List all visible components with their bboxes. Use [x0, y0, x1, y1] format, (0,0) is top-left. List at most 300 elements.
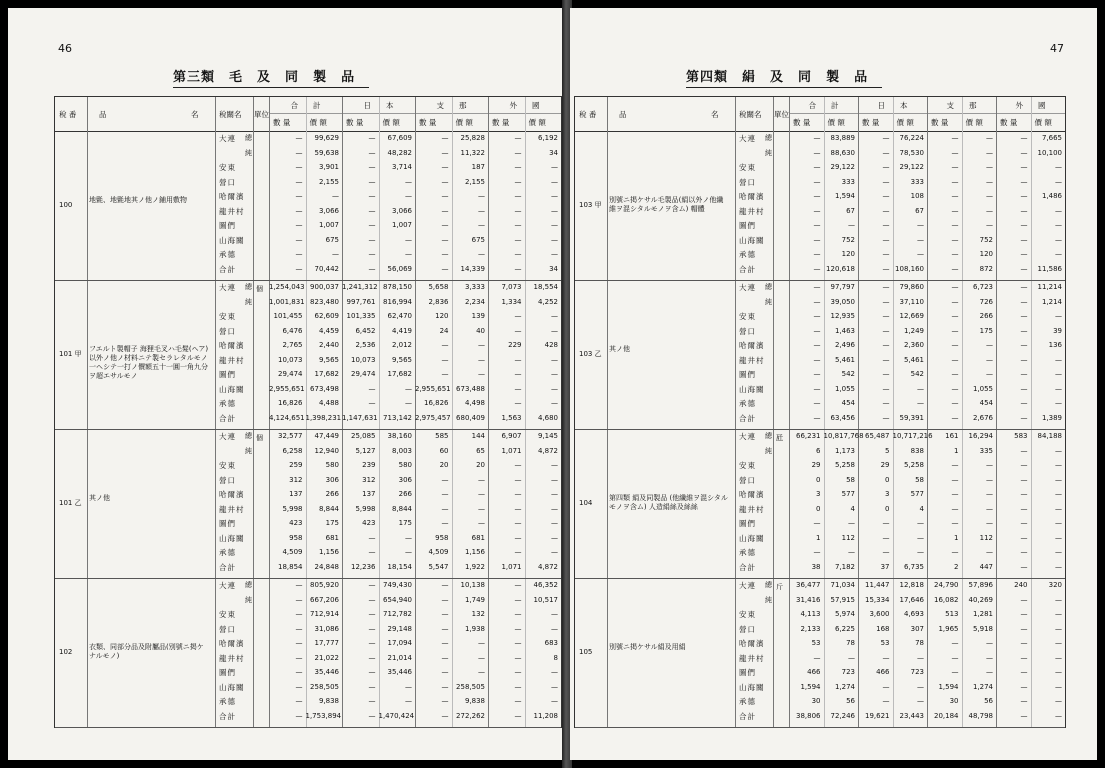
quantity-cell: 6,476 — [282, 326, 303, 335]
quantity-cell: — — [951, 461, 959, 469]
value-cell: 272,262 — [456, 711, 485, 720]
customs-office: 安東 — [739, 461, 756, 470]
item-unit: 個 — [256, 434, 263, 442]
item-code: 101 甲 — [59, 349, 82, 358]
quantity-cell: 6 — [816, 446, 821, 455]
quantity-cell: 31,416 — [796, 595, 821, 604]
customs-office: 哈爾濱 — [219, 490, 245, 499]
quantity-cell: — — [514, 653, 522, 662]
value-cell: 2,234 — [464, 297, 485, 306]
value-cell: 57,915 — [830, 595, 855, 604]
value-cell: 2,155 — [318, 177, 339, 186]
quantity-cell: — — [441, 682, 449, 691]
value-cell: — — [551, 548, 558, 556]
quantity-cell: — — [1020, 504, 1028, 513]
value-cell: 56 — [984, 697, 993, 705]
quantity-cell: 2,975,457 — [415, 413, 451, 422]
quantity-cell: 6,452 — [355, 326, 376, 335]
quantity-cell: — — [813, 264, 821, 273]
value-cell: — — [986, 653, 993, 662]
quantity-cell: — — [951, 548, 959, 556]
value-cell: 10,138 — [460, 581, 485, 589]
item-name: 其ノ他 — [89, 493, 110, 502]
quantity-cell: — — [441, 624, 449, 633]
value-cell: — — [1055, 461, 1062, 469]
quantity-cell: — — [813, 384, 821, 393]
quantity-cell: — — [514, 399, 522, 407]
value-cell: 76,224 — [899, 134, 924, 142]
left-page — [8, 8, 564, 760]
value-cell: 120 — [979, 250, 993, 258]
value-cell: 4,459 — [318, 326, 339, 335]
value-cell: 72,246 — [830, 711, 855, 720]
quantity-cell: — — [368, 595, 376, 604]
value-cell: 320 — [1048, 581, 1062, 589]
value-cell: 71,034 — [830, 581, 855, 589]
value-cell: 1,274 — [834, 682, 855, 691]
item-block — [575, 429, 1065, 579]
quantity-cell: — — [882, 264, 890, 273]
quantity-cell: — — [368, 653, 376, 662]
quantity-cell: — — [1020, 235, 1028, 244]
header-val: 價 額 — [382, 118, 400, 127]
value-cell: 335 — [979, 446, 993, 455]
customs-office: 圖們 — [739, 668, 756, 677]
value-cell: — — [405, 177, 412, 186]
value-cell: — — [848, 653, 855, 662]
value-cell: — — [551, 163, 558, 171]
value-cell: 47,449 — [314, 432, 339, 440]
quantity-cell: 958 — [435, 533, 449, 542]
quantity-cell: 5,998 — [355, 504, 376, 513]
quantity-cell: 24,790 — [934, 581, 959, 589]
value-cell: — — [917, 235, 924, 244]
page-number: 47 — [1050, 42, 1064, 55]
quantity-cell: — — [813, 399, 821, 407]
quantity-cell: — — [514, 250, 522, 258]
value-cell: 266 — [979, 312, 993, 320]
quantity-cell: — — [1020, 548, 1028, 556]
value-cell: 723 — [841, 668, 855, 676]
value-cell: 83,889 — [830, 134, 855, 142]
customs-office: 安東 — [219, 312, 236, 321]
value-cell: 306 — [325, 475, 339, 484]
quantity-cell: 466 — [876, 668, 890, 676]
page-number: 46 — [58, 42, 72, 55]
quantity-cell: — — [441, 177, 449, 186]
customs-office: 哈爾濱 — [739, 639, 765, 648]
quantity-cell: — — [295, 264, 303, 273]
value-cell: 4,252 — [537, 297, 558, 306]
quantity-cell: 36,477 — [796, 581, 821, 589]
value-cell: 683 — [544, 639, 558, 647]
quantity-cell: — — [1020, 624, 1028, 633]
value-cell: — — [986, 192, 993, 200]
quantity-cell: — — [295, 624, 303, 633]
value-cell: — — [551, 312, 558, 320]
customs-office: 大連 — [739, 134, 756, 143]
quantity-cell: — — [441, 264, 449, 273]
value-cell: — — [1055, 595, 1062, 604]
quantity-cell: 1,563 — [501, 413, 522, 422]
sub-label: 純 — [765, 148, 772, 157]
value-cell: — — [917, 519, 924, 527]
header-item: 品 — [99, 110, 107, 119]
quantity-cell: 4,509 — [428, 548, 449, 556]
quantity-cell: — — [295, 639, 303, 647]
quantity-cell: — — [441, 653, 449, 662]
quantity-cell: — — [514, 221, 522, 229]
value-cell: — — [551, 355, 558, 364]
customs-office: 哈爾濱 — [739, 490, 765, 499]
quantity-cell: 18,854 — [278, 562, 303, 571]
sub-label: 總 — [245, 581, 252, 589]
value-cell: 29,122 — [899, 163, 924, 171]
customs-office: 龍井村 — [219, 653, 245, 663]
quantity-cell: — — [368, 668, 376, 676]
value-cell: 266 — [398, 490, 412, 498]
customs-office: 營口 — [219, 177, 236, 187]
customs-office: 圖們 — [219, 221, 236, 230]
quantity-cell: — — [368, 581, 376, 589]
title-part: 同 — [798, 70, 813, 85]
quantity-cell: — — [441, 221, 449, 229]
customs-office: 大連 — [739, 432, 756, 441]
quantity-cell: 1 — [954, 533, 959, 542]
value-cell: — — [1055, 475, 1062, 484]
quantity-cell: — — [368, 624, 376, 633]
quantity-cell: — — [1020, 461, 1028, 469]
title-part: 製 — [826, 70, 841, 85]
customs-office: 合計 — [739, 264, 756, 274]
value-cell: 1,463 — [834, 326, 855, 335]
value-cell: 1,055 — [834, 384, 855, 393]
header-group: 支 那 — [436, 101, 467, 110]
customs-office: 合計 — [219, 413, 236, 423]
quantity-cell: — — [441, 504, 449, 513]
customs-office: 安東 — [219, 163, 236, 172]
value-cell: 21,022 — [314, 653, 339, 662]
header-val: 價 額 — [528, 118, 546, 127]
value-cell: — — [917, 682, 924, 691]
customs-office: 承德 — [739, 399, 756, 408]
quantity-cell: 15,334 — [865, 595, 890, 604]
quantity-cell: 2,836 — [428, 297, 449, 306]
title-part: 第四類 — [686, 70, 729, 85]
customs-office: 哈爾濱 — [739, 192, 765, 201]
header-group: 支 那 — [946, 101, 977, 110]
customs-office: 承德 — [739, 250, 756, 259]
quantity-cell: — — [295, 148, 303, 157]
quantity-cell: 29 — [811, 461, 821, 469]
value-cell: 78,530 — [899, 148, 924, 157]
header-group: 合 計 — [808, 101, 839, 110]
quantity-cell: 53 — [880, 639, 890, 647]
value-cell: 24,848 — [314, 562, 339, 571]
quantity-cell: — — [813, 341, 821, 349]
value-cell: — — [551, 519, 558, 527]
quantity-cell: 66,231 — [796, 432, 821, 440]
value-cell: 681 — [471, 533, 485, 542]
quantity-cell: — — [951, 399, 959, 407]
quantity-cell: 19,621 — [865, 711, 890, 720]
value-cell: — — [405, 192, 412, 200]
value-cell: 16,294 — [968, 432, 993, 440]
value-cell: 872 — [979, 264, 993, 273]
value-cell: 1,470,424 — [378, 711, 415, 720]
value-cell: 18,554 — [533, 283, 558, 291]
quantity-cell: — — [1020, 399, 1028, 407]
value-cell: 37,110 — [899, 297, 924, 306]
value-cell: — — [986, 370, 993, 378]
value-cell: 749,430 — [383, 581, 412, 589]
value-cell: 542 — [910, 370, 924, 378]
value-cell: — — [986, 341, 993, 349]
quantity-cell: — — [514, 355, 522, 364]
customs-office: 安東 — [219, 610, 236, 619]
quantity-cell: — — [951, 163, 959, 171]
quantity-cell: — — [882, 192, 890, 200]
quantity-cell: 2,133 — [800, 624, 821, 633]
quantity-cell: — — [514, 326, 522, 335]
value-cell: 4,498 — [464, 399, 485, 407]
value-cell: 108,160 — [895, 264, 924, 273]
value-cell: — — [478, 341, 485, 349]
quantity-cell: — — [882, 384, 890, 393]
quantity-cell: — — [295, 192, 303, 200]
quantity-cell: 466 — [807, 668, 821, 676]
item-block — [575, 578, 1065, 728]
value-cell: — — [1055, 163, 1062, 171]
quantity-cell: — — [368, 221, 376, 229]
value-cell: 1,749 — [464, 595, 485, 604]
value-cell: 5,974 — [834, 610, 855, 618]
quantity-cell: — — [441, 610, 449, 618]
value-cell: 654,940 — [383, 595, 412, 604]
value-cell: — — [551, 235, 558, 244]
quantity-cell: — — [951, 504, 959, 513]
quantity-cell: — — [1020, 519, 1028, 527]
quantity-cell: 229 — [508, 341, 522, 349]
quantity-cell: — — [368, 177, 376, 186]
value-cell: — — [848, 548, 855, 556]
quantity-cell: — — [813, 148, 821, 157]
value-cell: — — [405, 384, 412, 393]
sub-label: 純 — [245, 446, 252, 455]
value-cell: 1,281 — [972, 610, 993, 618]
quantity-cell: — — [882, 548, 890, 556]
header-val: 價 額 — [455, 118, 473, 127]
value-cell: — — [917, 653, 924, 662]
customs-office: 合計 — [739, 413, 756, 423]
quantity-cell: — — [1020, 413, 1028, 422]
value-cell: 1,249 — [903, 326, 924, 335]
quantity-cell: 1,147,631 — [342, 413, 378, 422]
header-tax-no: 稅 番 — [59, 110, 77, 119]
quantity-cell: 29 — [880, 461, 890, 469]
value-cell: 88,630 — [830, 148, 855, 157]
value-cell: 673,488 — [456, 384, 485, 393]
item-block — [575, 280, 1065, 430]
sub-label: 總 — [245, 134, 252, 142]
value-cell: 48,798 — [968, 711, 993, 720]
header-val: 價 額 — [965, 118, 983, 127]
header-item-name: 名 — [711, 110, 719, 119]
quantity-cell: 168 — [876, 624, 890, 633]
quantity-cell: — — [295, 668, 303, 676]
value-cell: 18,154 — [387, 562, 412, 571]
value-cell: — — [917, 250, 924, 258]
value-cell: — — [551, 682, 558, 691]
value-cell: — — [405, 533, 412, 542]
value-cell: 6,225 — [834, 624, 855, 633]
value-cell: 1,156 — [464, 548, 485, 556]
page-title — [686, 66, 882, 88]
value-cell: 9,565 — [391, 355, 412, 364]
quantity-cell: — — [882, 206, 890, 215]
value-cell: 5,461 — [834, 355, 855, 364]
quantity-cell: — — [441, 235, 449, 244]
value-cell: — — [478, 206, 485, 215]
customs-office: 營口 — [219, 475, 236, 485]
value-cell: — — [332, 250, 339, 258]
customs-office: 山海關 — [739, 384, 765, 394]
value-cell: 454 — [979, 399, 993, 407]
customs-office: 哈爾濱 — [739, 341, 765, 350]
quantity-cell: — — [882, 341, 890, 349]
table-header — [575, 97, 1065, 132]
value-cell: 12,818 — [899, 581, 924, 589]
quantity-cell: — — [1020, 312, 1028, 320]
customs-office: 合計 — [219, 264, 236, 274]
item-block — [55, 131, 561, 281]
quantity-cell: — — [1020, 148, 1028, 157]
value-cell: 62,609 — [314, 312, 339, 320]
quantity-cell: — — [1020, 697, 1028, 705]
quantity-cell: — — [951, 283, 959, 291]
value-cell: 7,665 — [1041, 134, 1062, 142]
value-cell: 752 — [841, 235, 855, 244]
value-cell: — — [551, 504, 558, 513]
quantity-cell: — — [368, 682, 376, 691]
value-cell: 726 — [979, 297, 993, 306]
value-cell: 65 — [476, 446, 485, 455]
quantity-cell: — — [951, 384, 959, 393]
quantity-cell: — — [441, 134, 449, 142]
value-cell: — — [1055, 235, 1062, 244]
value-cell: — — [1055, 177, 1062, 186]
value-cell: 12,940 — [314, 446, 339, 455]
customs-office: 營口 — [739, 326, 756, 336]
value-cell: 333 — [910, 177, 924, 186]
value-cell: 11,208 — [533, 711, 558, 720]
value-cell: — — [478, 639, 485, 647]
value-cell: 12,935 — [830, 312, 855, 320]
quantity-cell: — — [514, 624, 522, 633]
quantity-cell: — — [882, 221, 890, 229]
quantity-cell: — — [951, 475, 959, 484]
quantity-cell: 25,085 — [351, 432, 376, 440]
quantity-cell: — — [813, 326, 821, 335]
value-cell: 46,352 — [533, 581, 558, 589]
value-cell: 58 — [915, 475, 924, 484]
quantity-cell: 4,124,651 — [269, 413, 305, 422]
value-cell: — — [1055, 533, 1062, 542]
value-cell: 39,050 — [830, 297, 855, 306]
value-cell: 577 — [910, 490, 924, 498]
quantity-cell: 16,826 — [424, 399, 449, 407]
quantity-cell: 5,658 — [428, 283, 449, 291]
value-cell: 84,188 — [1037, 432, 1062, 440]
quantity-cell: — — [951, 148, 959, 157]
value-cell: 10,717,216 — [892, 432, 933, 440]
value-cell: — — [1055, 639, 1062, 647]
value-cell: 1,214 — [1041, 297, 1062, 306]
value-cell: — — [551, 697, 558, 705]
value-cell: — — [405, 682, 412, 691]
quantity-cell: — — [514, 475, 522, 484]
quantity-cell: 20,184 — [934, 711, 959, 720]
quantity-cell: — — [441, 581, 449, 589]
quantity-cell: 5,998 — [282, 504, 303, 513]
quantity-cell: — — [514, 134, 522, 142]
header-item: 品 — [619, 110, 627, 119]
value-cell: — — [1055, 610, 1062, 618]
value-cell: — — [986, 163, 993, 171]
quantity-cell: — — [514, 639, 522, 647]
sub-label: 總 — [765, 581, 772, 589]
quantity-cell: — — [295, 581, 303, 589]
quantity-cell: 312 — [289, 475, 303, 484]
customs-office: 安東 — [739, 163, 756, 172]
quantity-cell: — — [951, 639, 959, 647]
value-cell: — — [1055, 519, 1062, 527]
quantity-cell: — — [951, 177, 959, 186]
quantity-cell: 958 — [289, 533, 303, 542]
customs-office: 大連 — [739, 283, 756, 292]
quantity-cell: — — [951, 326, 959, 335]
quantity-cell: — — [514, 177, 522, 186]
quantity-cell: 38,806 — [796, 711, 821, 720]
quantity-cell: — — [951, 355, 959, 364]
value-cell: 4,680 — [537, 413, 558, 422]
customs-office: 龍井村 — [739, 206, 765, 216]
title-part: 毛 — [229, 70, 244, 85]
quantity-cell: 0 — [816, 475, 821, 484]
quantity-cell: 1,071 — [501, 446, 522, 455]
customs-office: 山海關 — [219, 384, 245, 394]
value-cell: — — [1055, 355, 1062, 364]
customs-office: 承德 — [219, 697, 236, 706]
quantity-cell: — — [1020, 355, 1028, 364]
quantity-cell: 60 — [439, 446, 449, 455]
quantity-cell: — — [882, 355, 890, 364]
item-name: 地氈、地氈地其ノ他ノ鋪用敷物 — [89, 195, 187, 204]
value-cell: — — [1055, 653, 1062, 662]
quantity-cell: — — [1020, 682, 1028, 691]
quantity-cell: 312 — [362, 475, 376, 484]
quantity-cell: — — [514, 370, 522, 378]
customs-office: 山海關 — [739, 235, 765, 245]
value-cell: — — [848, 221, 855, 229]
quantity-cell: 120 — [435, 312, 449, 320]
quantity-cell: — — [813, 177, 821, 186]
quantity-cell: — — [951, 192, 959, 200]
quantity-cell: — — [1020, 446, 1028, 455]
customs-office: 合計 — [739, 711, 756, 721]
value-cell: 57,896 — [968, 581, 993, 589]
quantity-cell: — — [514, 504, 522, 513]
